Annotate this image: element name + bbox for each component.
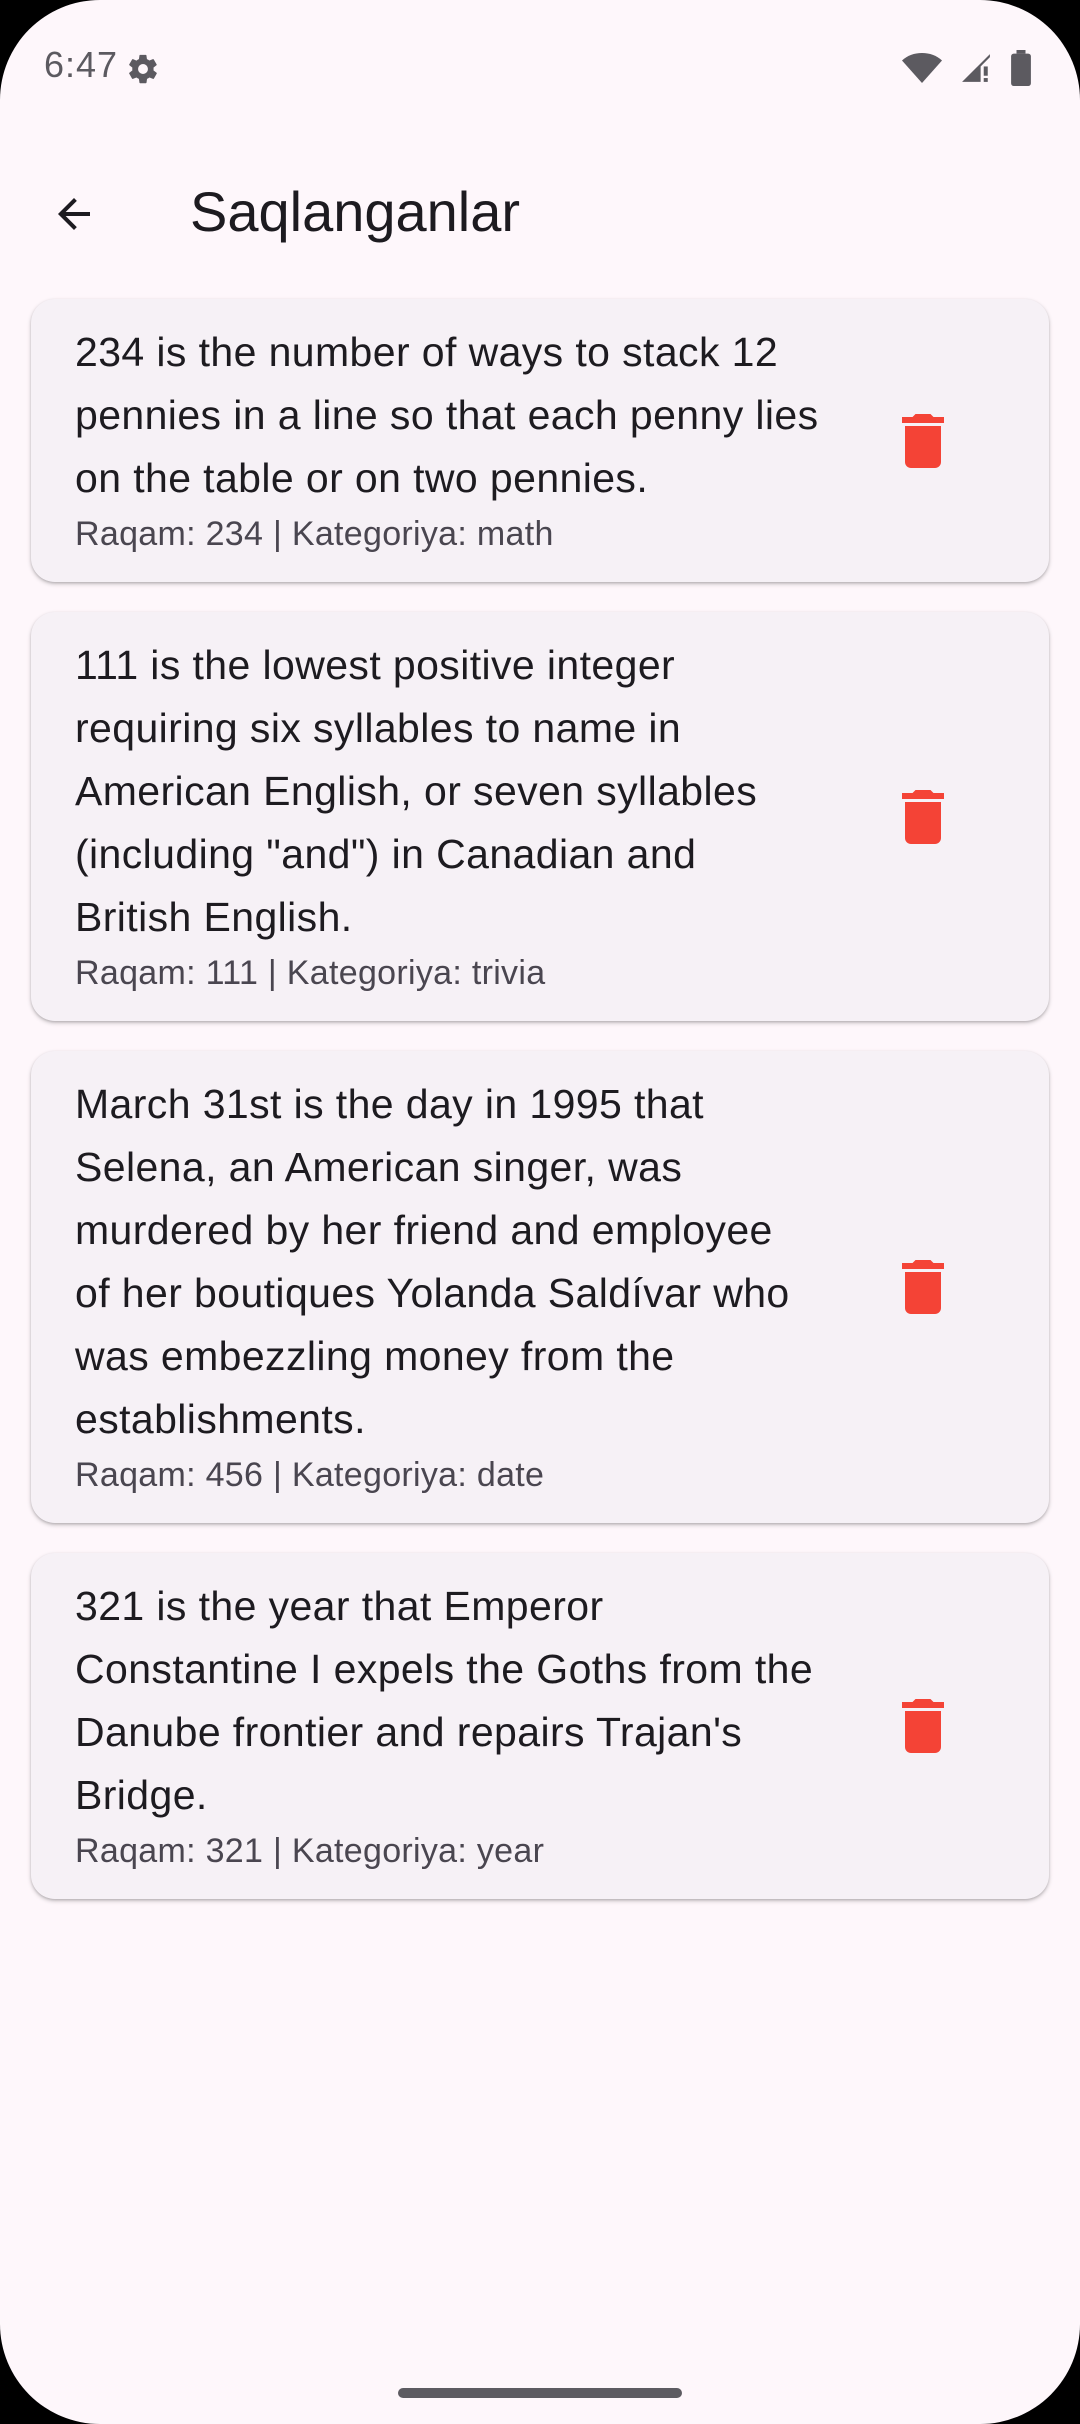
wifi-icon [902, 51, 942, 85]
status-icons [902, 48, 1032, 88]
fact-meta: Raqam: 321 | Kategoriya: year [75, 1832, 545, 1870]
gesture-nav-handle[interactable] [398, 2388, 682, 2398]
trash-icon [900, 1260, 946, 1314]
status-time: 6:47 [44, 44, 119, 85]
fact-text: 111 is the lowest positive integer requiring six syllables to name in American English, or seven syllables (including "and") in Canadian and British English. [75, 642, 758, 940]
fact-meta: Raqam: 234 | Kategoriya: math [75, 515, 554, 553]
fact-text: March 31st is the day in 1995 that Selena, an American singer, was murdered by her friend and employee of her boutiques Yolanda Saldívar who was embezzling money from the establishments. [75, 1081, 790, 1442]
delete-button[interactable] [887, 1251, 959, 1323]
settings-gear-icon [126, 52, 160, 86]
delete-button[interactable] [887, 781, 959, 853]
fact-text: 321 is the year that Emperor Constantine I expels the Goths from the Danube frontier and repairs Trajan's Bridge. [75, 1583, 814, 1818]
back-button[interactable] [32, 172, 116, 256]
signal-icon [958, 51, 994, 85]
page-title: Saqlanganlar [190, 180, 521, 243]
trash-icon [900, 790, 946, 844]
trash-icon [900, 414, 946, 468]
app-bar [0, 150, 1080, 270]
trash-icon [900, 1699, 946, 1753]
fact-text: 234 is the number of ways to stack 12 pennies in a line so that each penny lies on the table or on two pennies. [75, 329, 819, 501]
delete-button[interactable] [887, 1690, 959, 1762]
status-bar [0, 0, 1080, 140]
battery-icon [1010, 50, 1032, 86]
fact-card [31, 1051, 1049, 1523]
arrow-back-icon [50, 190, 98, 238]
fact-card [31, 1553, 1049, 1899]
saved-facts-list [31, 299, 1049, 1929]
fact-meta: Raqam: 456 | Kategoriya: date [75, 1456, 545, 1494]
fact-meta: Raqam: 111 | Kategoriya: trivia [75, 954, 546, 992]
delete-button[interactable] [887, 405, 959, 477]
fact-card [31, 299, 1049, 582]
fact-card [31, 612, 1049, 1021]
